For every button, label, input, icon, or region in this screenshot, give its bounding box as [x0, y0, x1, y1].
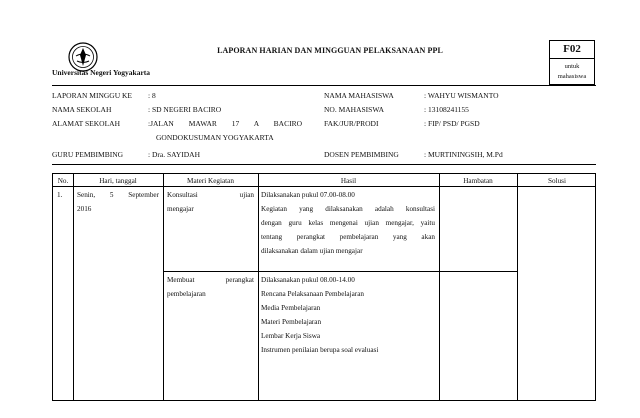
- row-date-line2: 2016: [77, 205, 92, 213]
- result1-line2: Kegiatan yang dilaksanakan adalah konsultasi: [261, 205, 435, 213]
- lecturer-label: DOSEN PEMBIMBING: [324, 150, 399, 159]
- teacher-label: GURU PEMBIMBING: [52, 150, 124, 159]
- form-note-2: mahasiswa: [557, 73, 587, 80]
- col-header-activity: Materi Kegiatan: [187, 177, 234, 185]
- faculty-value: : FIP/ PSD/ PGSD: [424, 119, 480, 128]
- teacher-value: : Dra. SAYIDAH: [148, 150, 201, 159]
- school-value: : SD NEGERI BACIRO: [148, 105, 222, 114]
- row-number: 1.: [57, 191, 63, 199]
- student-value: : WAHYU WISMANTO: [424, 91, 499, 100]
- result1-line1: Dilaksanakan pukul 07.00-08.00: [261, 191, 355, 199]
- result1-line5: dilaksanakan dalam ujian mengajar: [261, 247, 363, 255]
- school-label: NAMA SEKOLAH: [52, 105, 112, 114]
- col-header-solution: Solusi: [548, 177, 566, 185]
- col-header-obstacle: Hambatan: [463, 177, 493, 185]
- col-header-no: No.: [57, 177, 69, 185]
- result1-line3: dengan guru kelas mengenai ujian mengajar, yaitu: [261, 219, 435, 227]
- nim-value: : 13108241155: [424, 105, 469, 114]
- university-name: Universitas Negeri Yogyakarta: [52, 68, 151, 77]
- result2-line4: Materi Pembelajaran: [261, 318, 322, 326]
- result2-line3: Media Pembelajaran: [261, 304, 321, 312]
- address-value-line1: :JALAN MAWAR 17 A BACIRO: [148, 119, 302, 128]
- result2-line2: Rencana Pelaksanaan Pembelajaran: [261, 290, 364, 298]
- form-code: F02: [550, 41, 594, 59]
- form-note-1: untuk: [564, 63, 580, 70]
- col-header-date: Hari, tanggal: [99, 177, 137, 185]
- lecturer-value: : MURTININGSIH, M.Pd: [424, 150, 503, 159]
- faculty-label: FAK/JUR/PRODI: [324, 119, 379, 128]
- activity2-line1: Membuat perangkat: [167, 276, 254, 284]
- address-value-line2: GONDOKUSUMAN YOGYAKARTA: [156, 133, 274, 142]
- activity2-line2: pembelajaran: [167, 290, 206, 298]
- report-title: LAPORAN HARIAN DAN MINGGUAN PELAKSANAAN PPL: [217, 46, 443, 55]
- activity1-line1: Konsultasi ujian: [167, 191, 254, 199]
- week-label: LAPORAN MINGGU KE: [52, 91, 132, 100]
- activity-table: [52, 173, 596, 401]
- result2-line1: Dilaksanakan pukul 08.00-14.00: [261, 276, 355, 284]
- info-divider: [52, 164, 596, 165]
- form-code-box: [549, 40, 595, 85]
- week-value: : 8: [148, 91, 156, 100]
- activity1-line2: mengajar: [167, 205, 194, 213]
- result2-line5: Lembar Kerja Siswa: [261, 332, 321, 340]
- row-date-line1: Senin, 5 September: [77, 191, 159, 199]
- nim-label: NO. MAHASISWA: [324, 105, 385, 114]
- result2-line6: Instrumen penilaian berupa soal evaluasi: [261, 346, 379, 354]
- header-divider: [52, 85, 596, 86]
- student-label: NAMA MAHASISWA: [324, 91, 394, 100]
- result1-line4: tentang perangkat pembelajaran yang akan: [261, 233, 435, 241]
- address-label: ALAMAT SEKOLAH: [52, 119, 120, 128]
- col-header-result: Hasil: [340, 177, 357, 185]
